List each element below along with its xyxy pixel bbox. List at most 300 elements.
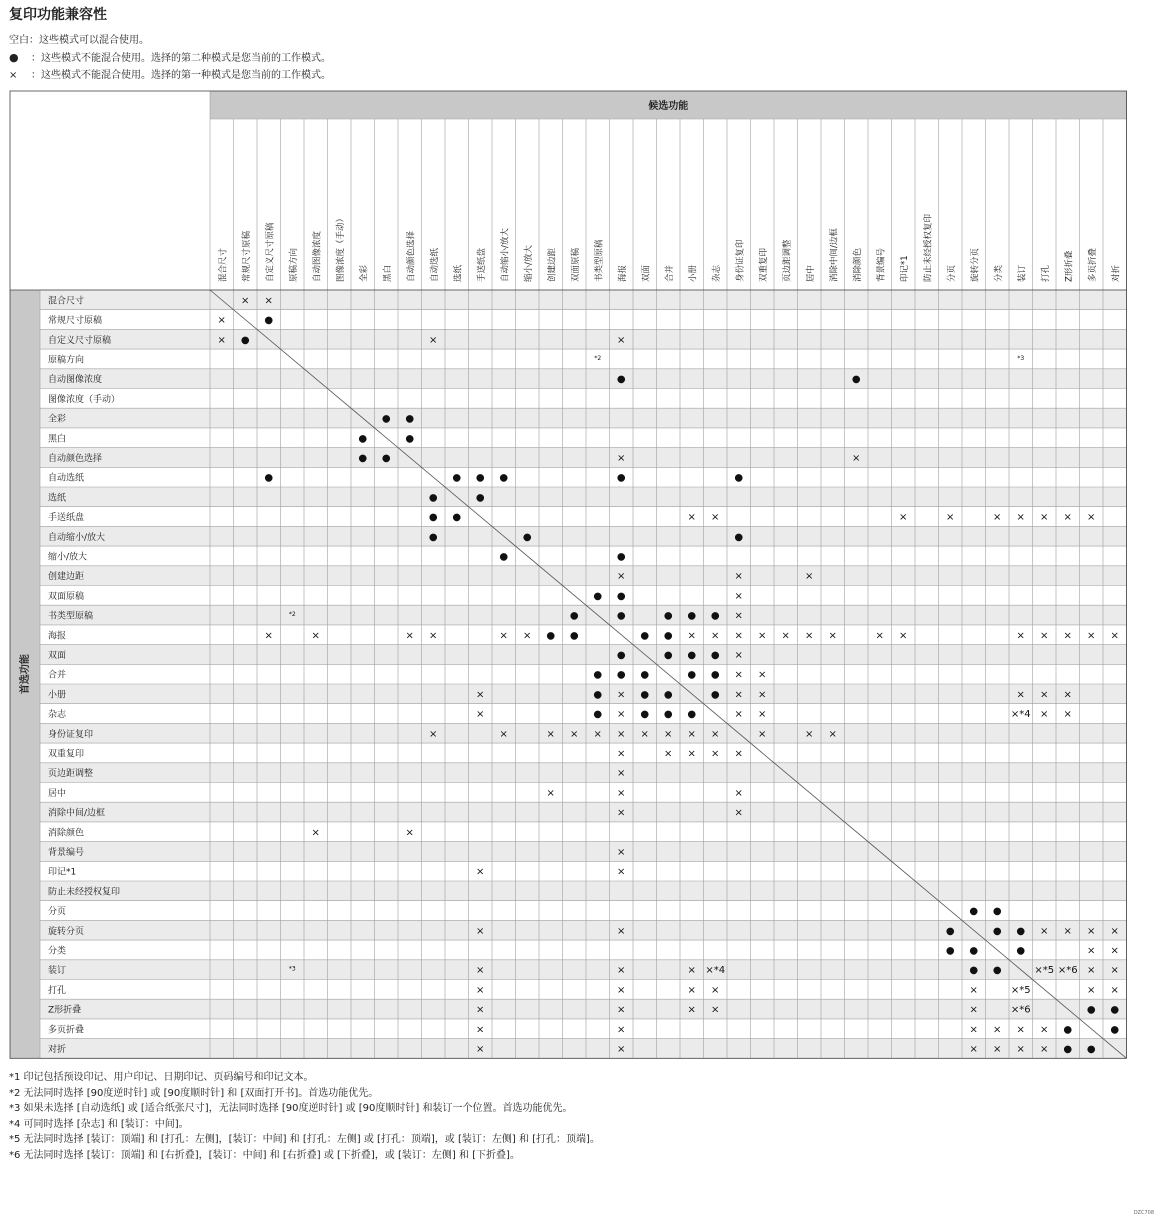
footnote: *6 无法同时选择 [装订：顶端] 和 [右折叠]，[装订：中间] 和 [右折叠] 或 [下折叠]，或 [装订：左侧] 和 [下折叠]。 bbox=[9, 1149, 520, 1161]
column-label: 缩小/放大 bbox=[523, 245, 534, 282]
column-label: Z形折叠 bbox=[1064, 250, 1075, 282]
column-label: 居中 bbox=[805, 264, 816, 282]
matrix-cell: × bbox=[570, 728, 579, 740]
matrix-cell: × bbox=[546, 787, 555, 799]
matrix-cell: ● bbox=[734, 531, 744, 543]
row-group-label: 首选功能 bbox=[20, 654, 31, 695]
matrix-cell: ● bbox=[663, 649, 673, 661]
matrix-cell: ● bbox=[1086, 1043, 1096, 1055]
matrix-cell: × bbox=[1016, 630, 1025, 642]
matrix-cell: ● bbox=[969, 945, 979, 957]
column-group-label: 候选功能 bbox=[648, 101, 689, 112]
matrix-cell: × bbox=[617, 768, 626, 780]
matrix-cell: × bbox=[499, 630, 508, 642]
matrix-cell: ● bbox=[1063, 1024, 1073, 1036]
matrix-cell: × bbox=[617, 709, 626, 721]
matrix-cell: × bbox=[476, 984, 485, 996]
row-label: 双重复印 bbox=[48, 749, 85, 760]
row-label: 自动缩小/放大 bbox=[48, 532, 106, 543]
matrix-cell: × bbox=[969, 1024, 978, 1036]
column-label: 自动缩小/放大 bbox=[500, 228, 511, 282]
document-code: DZC708 bbox=[1133, 1210, 1154, 1216]
row-label: 自动选纸 bbox=[48, 473, 85, 484]
column-label: 手送纸盘 bbox=[476, 247, 487, 282]
matrix-cell: × bbox=[617, 689, 626, 701]
matrix-cell: ● bbox=[593, 590, 603, 602]
matrix-cell: × bbox=[476, 709, 485, 721]
row-background bbox=[40, 329, 1127, 349]
column-label: 黑白 bbox=[382, 264, 393, 282]
matrix-cell: × bbox=[264, 630, 273, 642]
matrix-cell: × bbox=[617, 925, 626, 937]
matrix-cell: × bbox=[217, 334, 226, 346]
matrix-cell: × bbox=[1063, 709, 1072, 721]
row-label: 选纸 bbox=[48, 493, 67, 504]
matrix-cell: × bbox=[429, 728, 438, 740]
matrix-cell: ● bbox=[945, 945, 955, 957]
matrix-cell: ● bbox=[616, 649, 626, 661]
row-background bbox=[40, 290, 1127, 310]
diagonal-line bbox=[210, 290, 1127, 1058]
row-background bbox=[40, 723, 1127, 743]
matrix-cell: ● bbox=[663, 610, 673, 622]
matrix-cell: ● bbox=[710, 669, 720, 681]
matrix-cell: × bbox=[617, 334, 626, 346]
matrix-cell: ● bbox=[499, 551, 509, 563]
row-label: 双面原稿 bbox=[48, 591, 85, 602]
matrix-cell: × bbox=[405, 827, 414, 839]
legend-text: 空白：这些模式可以混合使用。 bbox=[9, 35, 149, 46]
matrix-cell: × bbox=[734, 571, 743, 583]
matrix-cell: ● bbox=[663, 709, 673, 721]
matrix-cell: ● bbox=[499, 472, 509, 484]
column-label: 分页 bbox=[946, 264, 957, 282]
legend-symbol: × bbox=[9, 70, 18, 81]
row-label: 自定义尺寸原稿 bbox=[48, 335, 112, 346]
matrix-cell: ● bbox=[1110, 1024, 1120, 1036]
column-label: 分类 bbox=[993, 264, 1004, 282]
row-label: 创建边距 bbox=[48, 572, 85, 583]
row-label: Z形折叠 bbox=[48, 1005, 82, 1016]
matrix-cell: × bbox=[476, 866, 485, 878]
matrix-cell: ● bbox=[1063, 1043, 1073, 1055]
matrix-cell: × bbox=[617, 866, 626, 878]
matrix-cell: ● bbox=[240, 334, 250, 346]
matrix-cell: × bbox=[734, 709, 743, 721]
column-label: 图像浓度（手动） bbox=[335, 213, 346, 282]
matrix-cell: × bbox=[523, 630, 532, 642]
matrix-cell: ● bbox=[405, 433, 415, 445]
column-label: 印记*1 bbox=[899, 255, 910, 282]
matrix-cell: × bbox=[1063, 512, 1072, 524]
matrix-cell: *3 bbox=[288, 965, 296, 973]
matrix-cell: ● bbox=[640, 669, 650, 681]
matrix-cell: ● bbox=[992, 965, 1002, 977]
matrix-cell: × bbox=[734, 689, 743, 701]
column-label: 自定义尺寸原稿 bbox=[265, 222, 276, 282]
row-label: 图像浓度（手动） bbox=[48, 394, 121, 405]
row-label: 消除中间/边框 bbox=[48, 808, 106, 819]
column-label: 混合尺寸 bbox=[218, 247, 229, 282]
matrix-cell: × bbox=[617, 748, 626, 760]
column-label: 全彩 bbox=[359, 264, 370, 282]
matrix-cell: × bbox=[1016, 512, 1025, 524]
matrix-cell: × bbox=[993, 512, 1002, 524]
matrix-cell: × bbox=[687, 965, 696, 977]
column-label: 身份证复印 bbox=[735, 239, 746, 282]
matrix-cell: ● bbox=[616, 551, 626, 563]
row-label: 黑白 bbox=[48, 434, 67, 445]
matrix-cell: × bbox=[217, 315, 226, 327]
row-background bbox=[40, 566, 1127, 586]
matrix-cell: ● bbox=[428, 531, 438, 543]
matrix-cell: ● bbox=[992, 925, 1002, 937]
matrix-cell: × bbox=[1016, 1024, 1025, 1036]
matrix-cell: × bbox=[617, 965, 626, 977]
matrix-cell: × bbox=[593, 728, 602, 740]
matrix-cell: × bbox=[969, 1004, 978, 1016]
row-label: 旋转分页 bbox=[48, 926, 85, 937]
matrix-cell: × bbox=[1040, 1043, 1049, 1055]
matrix-cell: ● bbox=[1110, 1004, 1120, 1016]
matrix-cell: × bbox=[1040, 925, 1049, 937]
column-label: 对折 bbox=[1111, 264, 1122, 282]
matrix-cell: × bbox=[476, 965, 485, 977]
row-background bbox=[40, 369, 1127, 389]
matrix-cell: ● bbox=[734, 472, 744, 484]
row-label: 杂志 bbox=[48, 710, 67, 721]
column-label: 消除颜色 bbox=[852, 247, 863, 282]
row-label: 全彩 bbox=[48, 414, 67, 425]
row-background bbox=[40, 920, 1127, 940]
matrix-cell: × bbox=[429, 334, 438, 346]
column-label: 防止未经授权复印 bbox=[923, 213, 934, 282]
matrix-cell: × bbox=[640, 728, 649, 740]
column-label: 页边距调整 bbox=[782, 239, 793, 282]
matrix-cell: ● bbox=[616, 590, 626, 602]
matrix-cell: × bbox=[993, 1024, 1002, 1036]
page-title: 复印功能兼容性 bbox=[9, 7, 107, 23]
matrix-cell: × bbox=[687, 748, 696, 760]
matrix-cell: × bbox=[711, 748, 720, 760]
matrix-cell: × bbox=[687, 984, 696, 996]
row-label: 常规尺寸原稿 bbox=[48, 316, 103, 327]
matrix-cell: × bbox=[476, 1024, 485, 1036]
matrix-cell: ● bbox=[475, 472, 485, 484]
matrix-cell: ● bbox=[546, 630, 556, 642]
matrix-cell: × bbox=[429, 630, 438, 642]
matrix-cell: × bbox=[875, 630, 884, 642]
column-label: 自动颜色选择 bbox=[406, 230, 417, 282]
matrix-cell: ×*4 bbox=[705, 965, 726, 977]
column-label: 小册 bbox=[688, 264, 699, 282]
matrix-cell: × bbox=[617, 571, 626, 583]
footnote: *3 如果未选择 [自动选纸] 或 [适合纸张尺寸]，无法同时选择 [90度逆时针] 或 [90度顺时针] 和装订一个位置。首选功能优先。 bbox=[9, 1103, 573, 1114]
matrix-cell: × bbox=[617, 452, 626, 464]
column-label: 背景编号 bbox=[876, 247, 887, 282]
row-background bbox=[40, 1039, 1127, 1059]
matrix-cell: ×*4 bbox=[1010, 709, 1031, 721]
column-label: 创建边距 bbox=[547, 247, 558, 282]
legend-text: ：这些模式不能混合使用。选择的第一种模式是您当前的工作模式。 bbox=[31, 70, 331, 81]
matrix-cell: ×*6 bbox=[1010, 1004, 1031, 1016]
matrix-cell: × bbox=[1087, 630, 1096, 642]
matrix-cell: × bbox=[1040, 630, 1049, 642]
matrix-cell: ● bbox=[945, 925, 955, 937]
matrix-cell: × bbox=[734, 630, 743, 642]
matrix-cell: × bbox=[805, 571, 814, 583]
matrix-cell: × bbox=[734, 649, 743, 661]
column-label: 合并 bbox=[664, 264, 675, 282]
matrix-cell: × bbox=[617, 1004, 626, 1016]
matrix-cell: × bbox=[664, 728, 673, 740]
matrix-cell: × bbox=[476, 689, 485, 701]
matrix-cell: × bbox=[711, 728, 720, 740]
row-background bbox=[40, 526, 1127, 546]
matrix-cell: ● bbox=[405, 413, 415, 425]
matrix-cell: × bbox=[311, 630, 320, 642]
matrix-cell: ● bbox=[381, 452, 391, 464]
matrix-cell: ● bbox=[969, 965, 979, 977]
matrix-cell: × bbox=[734, 807, 743, 819]
matrix-cell: ● bbox=[264, 315, 274, 327]
matrix-cell: × bbox=[476, 925, 485, 937]
column-label: 双重复印 bbox=[758, 247, 769, 282]
column-label: 书类型原稿 bbox=[594, 239, 605, 282]
column-label: 双面 bbox=[641, 264, 652, 282]
matrix-cell: ● bbox=[1016, 925, 1026, 937]
legend-text: ：这些模式不能混合使用。选择的第二种模式是您当前的工作模式。 bbox=[31, 53, 331, 64]
matrix-cell: × bbox=[1040, 689, 1049, 701]
row-label: 页边距调整 bbox=[48, 769, 94, 780]
matrix-cell: × bbox=[828, 630, 837, 642]
matrix-cell: × bbox=[758, 689, 767, 701]
matrix-cell: × bbox=[617, 846, 626, 858]
legend-symbol: ● bbox=[9, 51, 19, 64]
matrix-cell: ● bbox=[428, 512, 438, 524]
matrix-cell: × bbox=[1063, 925, 1072, 937]
row-label: 多页折叠 bbox=[48, 1025, 85, 1036]
matrix-cell: *2 bbox=[288, 611, 296, 619]
matrix-cell: × bbox=[1040, 1024, 1049, 1036]
matrix-cell: ● bbox=[663, 630, 673, 642]
matrix-cell: × bbox=[781, 630, 790, 642]
row-label: 对折 bbox=[48, 1044, 67, 1055]
matrix-cell: × bbox=[687, 728, 696, 740]
matrix-cell: ● bbox=[569, 630, 579, 642]
matrix-cell: ×*6 bbox=[1057, 965, 1078, 977]
footnotes bbox=[9, 1070, 600, 1163]
matrix-cell: ● bbox=[428, 492, 438, 504]
matrix-cell: ● bbox=[452, 472, 462, 484]
matrix-cell: ● bbox=[616, 374, 626, 386]
column-label: 自动选纸 bbox=[429, 247, 440, 282]
matrix-cell: ● bbox=[569, 610, 579, 622]
matrix-cell: *2 bbox=[594, 354, 602, 362]
matrix-cell: ● bbox=[358, 433, 368, 445]
matrix-cell: × bbox=[758, 728, 767, 740]
footnote: *4 可同时选择 [杂志] 和 [装订：中间]。 bbox=[9, 1118, 189, 1130]
row-background bbox=[40, 684, 1127, 704]
row-background bbox=[40, 448, 1127, 468]
row-label: 身份证复印 bbox=[48, 729, 94, 740]
footnote: *5 无法同时选择 [装订：顶端] 和 [打孔：左侧]，[装订：中间] 和 [打孔：左侧] 或 [打孔：顶端]，或 [装订：左侧] 和 [打孔：顶端]。 bbox=[9, 1134, 600, 1145]
matrix-cell: ● bbox=[616, 610, 626, 622]
row-label: 背景编号 bbox=[48, 847, 85, 858]
matrix-cell: ● bbox=[616, 472, 626, 484]
matrix-cell: ● bbox=[992, 906, 1002, 918]
matrix-cell: × bbox=[805, 728, 814, 740]
matrix-cell: × bbox=[664, 748, 673, 760]
row-label: 消除颜色 bbox=[48, 828, 85, 839]
matrix-cell: × bbox=[617, 984, 626, 996]
row-background bbox=[40, 487, 1127, 507]
matrix-cell: × bbox=[1087, 512, 1096, 524]
matrix-cell: ● bbox=[640, 709, 650, 721]
matrix-cell: × bbox=[499, 728, 508, 740]
matrix-cell: × bbox=[899, 512, 908, 524]
matrix-cell: × bbox=[969, 984, 978, 996]
row-background bbox=[40, 605, 1127, 625]
column-label: 选纸 bbox=[453, 264, 464, 282]
matrix-cell: × bbox=[1087, 925, 1096, 937]
matrix-cell: × bbox=[241, 295, 250, 307]
row-label: 装订 bbox=[48, 966, 67, 977]
row-label: 分页 bbox=[48, 907, 67, 918]
footnote: *1 印记包括预设印记、用户印记、日期印记、页码编号和印记文本。 bbox=[9, 1072, 314, 1083]
column-label: 海报 bbox=[617, 264, 628, 282]
row-background bbox=[40, 763, 1127, 783]
row-background bbox=[40, 645, 1127, 665]
matrix-cell: × bbox=[711, 1004, 720, 1016]
matrix-cell: × bbox=[1110, 945, 1119, 957]
row-label: 混合尺寸 bbox=[48, 296, 85, 307]
matrix-cell: × bbox=[1087, 965, 1096, 977]
matrix-cell: ● bbox=[710, 610, 720, 622]
column-label: 常规尺寸原稿 bbox=[241, 230, 252, 282]
matrix-cell: × bbox=[711, 512, 720, 524]
row-label: 缩小/放大 bbox=[48, 552, 88, 563]
matrix-cell: × bbox=[711, 630, 720, 642]
matrix-cell: × bbox=[687, 630, 696, 642]
row-label: 海报 bbox=[48, 631, 67, 642]
row-label: 手送纸盘 bbox=[48, 513, 85, 524]
matrix-cell: × bbox=[1016, 689, 1025, 701]
matrix-cell: ● bbox=[687, 709, 697, 721]
column-label: 自动图像浓度 bbox=[312, 230, 323, 282]
matrix-cell: ● bbox=[381, 413, 391, 425]
matrix-cell: × bbox=[617, 787, 626, 799]
matrix-cell: ● bbox=[640, 689, 650, 701]
matrix-cell: ● bbox=[593, 669, 603, 681]
matrix-cell: × bbox=[405, 630, 414, 642]
row-background bbox=[40, 842, 1127, 862]
matrix-cell: ● bbox=[358, 452, 368, 464]
matrix-cell: ● bbox=[710, 649, 720, 661]
matrix-cell: × bbox=[1040, 709, 1049, 721]
matrix-cell: × bbox=[734, 748, 743, 760]
matrix-cell: ● bbox=[687, 669, 697, 681]
row-label: 合并 bbox=[48, 670, 67, 681]
matrix-cell: × bbox=[969, 1043, 978, 1055]
matrix-cell: ● bbox=[640, 630, 650, 642]
matrix-cell: ● bbox=[475, 492, 485, 504]
row-background bbox=[40, 408, 1127, 428]
matrix-cell: ● bbox=[522, 531, 532, 543]
matrix-cell: ● bbox=[1016, 945, 1026, 957]
column-label: 打孔 bbox=[1040, 264, 1051, 282]
matrix-cell: × bbox=[1110, 925, 1119, 937]
matrix-cell: × bbox=[805, 630, 814, 642]
row-label: 自动颜色选择 bbox=[48, 453, 103, 464]
matrix-cell: ×*5 bbox=[1010, 984, 1031, 996]
row-label: 双面 bbox=[48, 650, 67, 661]
matrix-cell: × bbox=[734, 787, 743, 799]
matrix-cell: ● bbox=[1086, 1004, 1096, 1016]
column-label: 旋转分页 bbox=[970, 247, 981, 282]
column-label: 双面原稿 bbox=[570, 247, 581, 282]
column-label: 多页折叠 bbox=[1087, 247, 1098, 282]
matrix-cell: × bbox=[1063, 689, 1072, 701]
column-label: 杂志 bbox=[711, 264, 722, 282]
matrix-cell: × bbox=[1063, 630, 1072, 642]
matrix-cell: × bbox=[758, 630, 767, 642]
matrix-cell: × bbox=[734, 610, 743, 622]
matrix-cell: × bbox=[1016, 1043, 1025, 1055]
matrix-cell: × bbox=[617, 728, 626, 740]
matrix-cell: ● bbox=[969, 906, 979, 918]
matrix-cell: × bbox=[311, 827, 320, 839]
row-background bbox=[40, 999, 1127, 1019]
matrix-cell: ● bbox=[452, 512, 462, 524]
row-label: 书类型原稿 bbox=[48, 611, 94, 622]
matrix-cell: × bbox=[1110, 630, 1119, 642]
row-label: 原稿方向 bbox=[48, 355, 85, 366]
row-label: 防止未经授权复印 bbox=[48, 887, 121, 898]
matrix-cell: × bbox=[758, 709, 767, 721]
matrix-cell: × bbox=[546, 728, 555, 740]
matrix-cell: × bbox=[476, 1043, 485, 1055]
row-label: 居中 bbox=[48, 788, 67, 799]
matrix-cell: × bbox=[476, 1004, 485, 1016]
matrix-cell: × bbox=[617, 1024, 626, 1036]
matrix-cell: ● bbox=[663, 689, 673, 701]
matrix-cell: × bbox=[946, 512, 955, 524]
column-label: 装订 bbox=[1017, 264, 1028, 282]
row-label: 印记*1 bbox=[48, 867, 77, 878]
matrix-cell: × bbox=[617, 1043, 626, 1055]
matrix-cell: ● bbox=[710, 689, 720, 701]
footnote: *2 无法同时选择 [90度逆时针] 或 [90度顺时针] 和 [双面打开书]。首选功能优先。 bbox=[9, 1087, 379, 1099]
row-background bbox=[40, 960, 1127, 980]
matrix-cell: ● bbox=[687, 610, 697, 622]
matrix-cell: × bbox=[687, 512, 696, 524]
matrix-cell: × bbox=[1087, 984, 1096, 996]
column-label: 原稿方向 bbox=[288, 247, 299, 282]
matrix-cell: × bbox=[1110, 965, 1119, 977]
column-label: 消除中间/边框 bbox=[829, 228, 840, 282]
matrix-cell: × bbox=[734, 669, 743, 681]
matrix-cell: *3 bbox=[1017, 354, 1025, 362]
matrix-cell: × bbox=[758, 669, 767, 681]
matrix-cell: × bbox=[828, 728, 837, 740]
matrix-cell: × bbox=[617, 807, 626, 819]
row-background bbox=[40, 881, 1127, 901]
matrix-cell: × bbox=[264, 295, 273, 307]
matrix-cell: × bbox=[993, 1043, 1002, 1055]
matrix-cell: ● bbox=[687, 649, 697, 661]
row-label: 小册 bbox=[48, 690, 67, 701]
